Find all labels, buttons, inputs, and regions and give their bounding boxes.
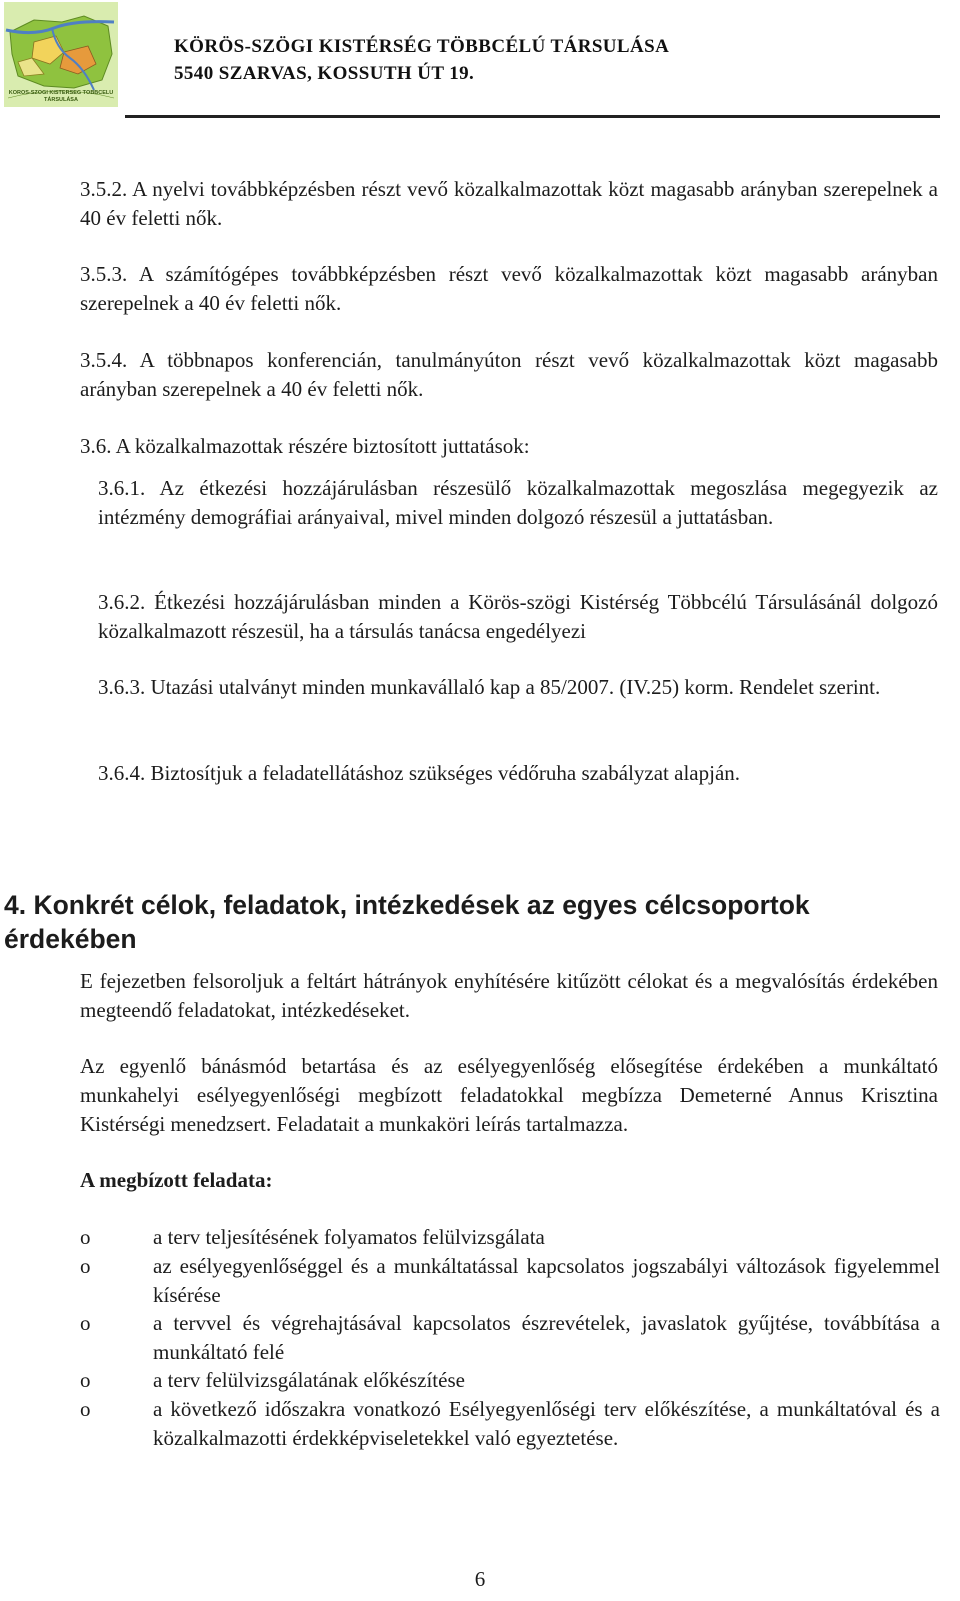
organization-logo — [4, 2, 118, 107]
paragraph-3-6-2: 3.6.2. Étkezési hozzájárulásban minden a Körös-szögi Kistérség Többcélú Társulásánál dolgozó közalkalmazott részesül, ha a társulás tanácsa engedélyezi — [98, 590, 938, 643]
paragraph-3-6-3: 3.6.3. Utazási utalványt minden munkavállaló kap a 85/2007. (IV.25) korm. Rendelet szerint. — [98, 675, 881, 699]
list-item-text: a terv felülvizsgálatának előkészítése — [153, 1368, 465, 1392]
organization-address: 5540 SZARVAS, KOSSUTH ÚT 19. — [174, 63, 475, 84]
section-4-intro: E fejezetben felsoroljuk a feltárt hátrányok enyhítésére kitűzött célokat és a megvalósítás érdekében megteendő feladatokat, intézkedéseket. — [80, 969, 938, 1022]
list-item — [80, 1252, 940, 1310]
paragraph-3-5-4: 3.5.4. A többnapos konferencián, tanulmányúton részt vevő közalkalmazottak közt magasabb arányban szerepelnek a 40 év feletti nők. — [80, 348, 938, 401]
paragraph-3-5-3: 3.5.3. A számítógépes továbbképzésben részt vevő közalkalmazottak közt magasabb arányban szerepelnek a 40 év feletti nők. — [80, 262, 938, 315]
bullet-marker: o — [80, 1368, 91, 1392]
section-4-heading: 4. Konkrét célok, feladatok, intézkedések az egyes célcsoportok érdekében — [4, 890, 810, 954]
list-item — [80, 1309, 940, 1367]
paragraph-3-5-2: 3.5.2. A nyelvi továbbképzésben részt vevő közalkalmazottak közt magasabb arányban szerepelnek a 40 év feletti nők. — [80, 177, 938, 230]
bullet-marker: o — [80, 1254, 91, 1278]
organization-name: KÖRÖS-SZÖGI KISTÉRSÉG TÖBBCÉLÚ TÁRSULÁSA — [174, 36, 670, 57]
list-item-text: a következő időszakra vonatkozó Esélyegyenlőségi terv előkészítése, a munkáltatóval és a közalkalmazotti érdekképviseletekkel való egyeztetése. — [153, 1397, 940, 1450]
list-item — [80, 1223, 940, 1252]
list-item-text: az esélyegyenlőséggel és a munkáltatással kapcsolatos jogszabályi változások figyelemmel kísérése — [153, 1254, 940, 1307]
paragraph-3-6-4: 3.6.4. Biztosítjuk a feladatellátáshoz szükséges védőruha szabályzat alapján. — [98, 761, 741, 785]
bullet-marker: o — [80, 1311, 91, 1335]
tasks-heading: A megbízott feladata: — [80, 1168, 273, 1192]
bullet-marker: o — [80, 1225, 91, 1249]
header-divider — [125, 115, 940, 118]
page-number: 6 — [474, 1567, 486, 1591]
paragraph-3-6-1: 3.6.1. Az étkezési hozzájárulásban részesülő közalkalmazottak megoszlása megegyezik az intézmény demográfiai arányaival, mivel minden dolgozó részesül a juttatásban. — [98, 476, 938, 529]
list-item-text: a tervvel és végrehajtásával kapcsolatos észrevételek, javaslatok gyűjtése, továbbítása a munkáltató felé — [153, 1311, 940, 1364]
list-item — [80, 1366, 940, 1395]
list-item — [80, 1395, 940, 1453]
list-item-text: a terv teljesítésének folyamatos felülvizsgálata — [153, 1225, 545, 1249]
paragraph-3-6-heading: 3.6. A közalkalmazottak részére biztosított juttatások: — [80, 434, 530, 458]
section-4-paragraph: Az egyenlő bánásmód betartása és az esélyegyenlőség elősegítése érdekében a munkáltató munkahelyi esélyegyenlőségi megbízott feladatokkal megbízza Demeterné Annus Krisztina Kistérségi menedzsert. Feladatait a munkaköri leírás tartalmazza. — [80, 1054, 938, 1136]
logo-caption: KÖRÖS-SZÖGI KISTÉRSÉG TÖBBCÉLÚ TÁRSULÁSA — [8, 90, 114, 103]
bullet-marker: o — [80, 1397, 91, 1421]
